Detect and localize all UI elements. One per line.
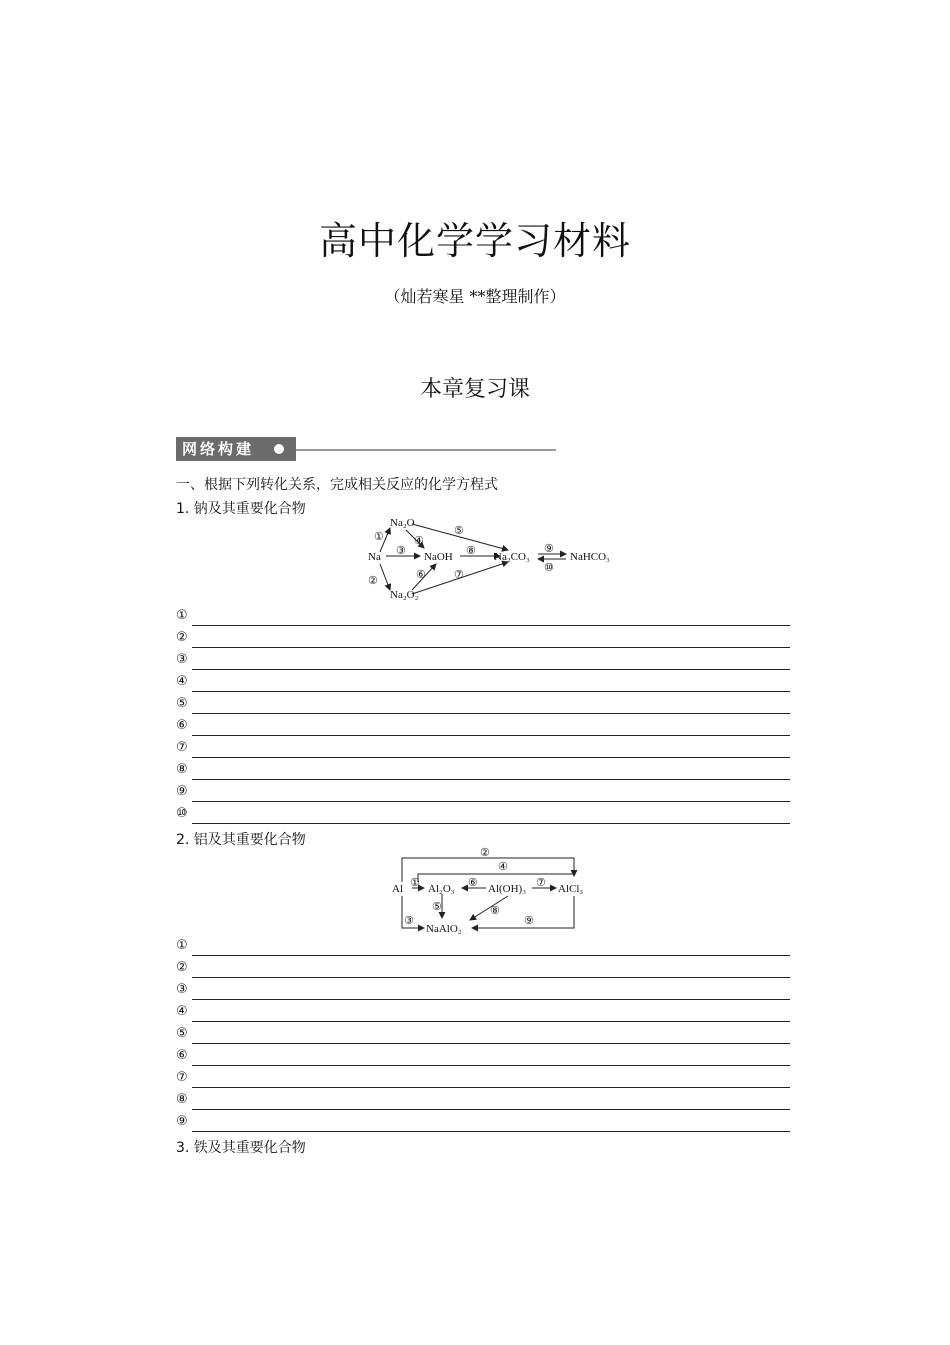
- answer-number: ①: [176, 608, 188, 623]
- answer-line[interactable]: [176, 784, 790, 804]
- step-label: ③: [396, 545, 406, 557]
- answer-line[interactable]: [176, 806, 790, 826]
- step-label: ⑥: [416, 569, 426, 581]
- arrow-aloh3-naalo2: [470, 896, 508, 920]
- answer-blank[interactable]: [192, 1043, 790, 1044]
- node-na2o2: Na₂O₂: [390, 589, 419, 601]
- arrow-al2o3-alcl3: [418, 874, 574, 882]
- answer-number: ④: [176, 674, 188, 689]
- answer-blank[interactable]: [192, 735, 790, 736]
- answer-blank[interactable]: [192, 691, 790, 692]
- node-naalo2: NaAlO₂: [426, 923, 462, 934]
- answer-blank[interactable]: [192, 1087, 790, 1088]
- answer-number: ⑤: [176, 1026, 188, 1041]
- section-heading-iron: 3. 铁及其重要化合物: [176, 1140, 306, 1156]
- step-label: ⑦: [536, 877, 546, 889]
- answer-number: ⑥: [176, 718, 188, 733]
- answer-number: ③: [176, 982, 188, 997]
- step-label: ③: [404, 915, 414, 927]
- section-banner: [176, 437, 556, 463]
- sodium-conversion-diagram: [360, 514, 630, 606]
- step-label: ①: [374, 531, 384, 543]
- answer-line[interactable]: [176, 1026, 790, 1046]
- node-alcl3: AlCl₃: [558, 883, 584, 895]
- step-label: ⑨: [524, 915, 534, 927]
- answer-number: ⑥: [176, 1048, 188, 1063]
- aluminum-conversion-diagram: [390, 846, 600, 934]
- section-heading-sodium: 1. 钠及其重要化合物: [176, 501, 306, 517]
- step-label: ⑦: [454, 569, 464, 581]
- answer-line[interactable]: [176, 652, 790, 672]
- document-subtitle: （灿若寒星 **整理制作）: [384, 287, 566, 306]
- arrow-na-na2o2: [380, 564, 390, 590]
- answer-blank[interactable]: [192, 779, 790, 780]
- answer-number: ⑦: [176, 1070, 188, 1085]
- answer-blank[interactable]: [192, 977, 790, 978]
- answer-number: ②: [176, 960, 188, 975]
- document-title: 高中化学学习材料: [318, 219, 631, 263]
- answer-blank[interactable]: [192, 955, 790, 956]
- answer-line[interactable]: [176, 1092, 790, 1112]
- intro-text: 一、根据下列转化关系，完成相关反应的化学方程式: [176, 477, 498, 493]
- node-na2o: Na₂O: [390, 517, 415, 529]
- answer-number: ⑧: [176, 1092, 188, 1107]
- answer-number: ⑤: [176, 696, 188, 711]
- step-label: ②: [368, 575, 378, 587]
- step-label: ⑤: [432, 901, 442, 913]
- answer-blank[interactable]: [192, 625, 790, 626]
- step-label: ④: [498, 861, 508, 873]
- section-heading-aluminum: 2. 铝及其重要化合物: [176, 832, 306, 848]
- answer-blank[interactable]: [192, 1065, 790, 1066]
- answer-blank[interactable]: [192, 757, 790, 758]
- step-label: ⑧: [490, 905, 500, 917]
- node-na: Na: [368, 551, 381, 563]
- answer-line[interactable]: [176, 608, 790, 628]
- answer-blank[interactable]: [192, 999, 790, 1000]
- answer-number: ⑩: [176, 806, 188, 821]
- step-label: ⑩: [544, 562, 554, 574]
- node-al: Al: [392, 883, 403, 895]
- answer-blank[interactable]: [192, 1109, 790, 1110]
- answer-number: ⑦: [176, 740, 188, 755]
- answer-number: ④: [176, 1004, 188, 1019]
- answer-line[interactable]: [176, 630, 790, 650]
- banner-dot-icon: [274, 444, 284, 454]
- node-nahco3: NaHCO₃: [570, 551, 610, 563]
- step-label: ①: [410, 877, 420, 889]
- chapter-title: 本章复习课: [419, 377, 530, 402]
- answer-line[interactable]: [176, 960, 790, 980]
- answer-number: ⑧: [176, 762, 188, 777]
- answer-line[interactable]: [176, 696, 790, 716]
- step-label: ⑧: [466, 545, 476, 557]
- answer-line[interactable]: [176, 982, 790, 1002]
- answer-blank[interactable]: [192, 1021, 790, 1022]
- answer-blank[interactable]: [192, 801, 790, 802]
- banner-label: 网络构建: [182, 440, 255, 458]
- answer-blank[interactable]: [192, 647, 790, 648]
- answer-blank[interactable]: [192, 669, 790, 670]
- arrow-alcl3-naalo2: [472, 896, 574, 928]
- banner-divider: [296, 449, 556, 451]
- answer-blank[interactable]: [192, 823, 790, 824]
- answer-number: ③: [176, 652, 188, 667]
- node-na2co3: Na₂CO₃: [494, 551, 530, 563]
- step-label: ⑥: [468, 877, 478, 889]
- node-naoh: NaOH: [424, 551, 453, 563]
- node-al2o3: Al₂O₃: [428, 883, 455, 895]
- step-label: ④: [414, 535, 424, 547]
- answer-line[interactable]: [176, 1114, 790, 1134]
- answer-blank[interactable]: [192, 1131, 790, 1132]
- answer-line[interactable]: [176, 674, 790, 694]
- answer-line[interactable]: [176, 1070, 790, 1090]
- answer-line[interactable]: [176, 718, 790, 738]
- answer-line[interactable]: [176, 938, 790, 958]
- answer-number: ②: [176, 630, 188, 645]
- answer-line[interactable]: [176, 740, 790, 760]
- node-aloh3: Al(OH)₃: [488, 883, 527, 895]
- answer-number: ⑨: [176, 784, 188, 799]
- arrow-al-alcl3: [402, 858, 574, 882]
- answer-line[interactable]: [176, 1004, 790, 1024]
- answer-blank[interactable]: [192, 713, 790, 714]
- answer-line[interactable]: [176, 1048, 790, 1068]
- step-label: ⑨: [544, 543, 554, 555]
- step-label: ⑤: [454, 525, 464, 537]
- answer-line[interactable]: [176, 762, 790, 782]
- answer-number: ⑨: [176, 1114, 188, 1129]
- answer-number: ①: [176, 938, 188, 953]
- step-label: ②: [480, 847, 490, 859]
